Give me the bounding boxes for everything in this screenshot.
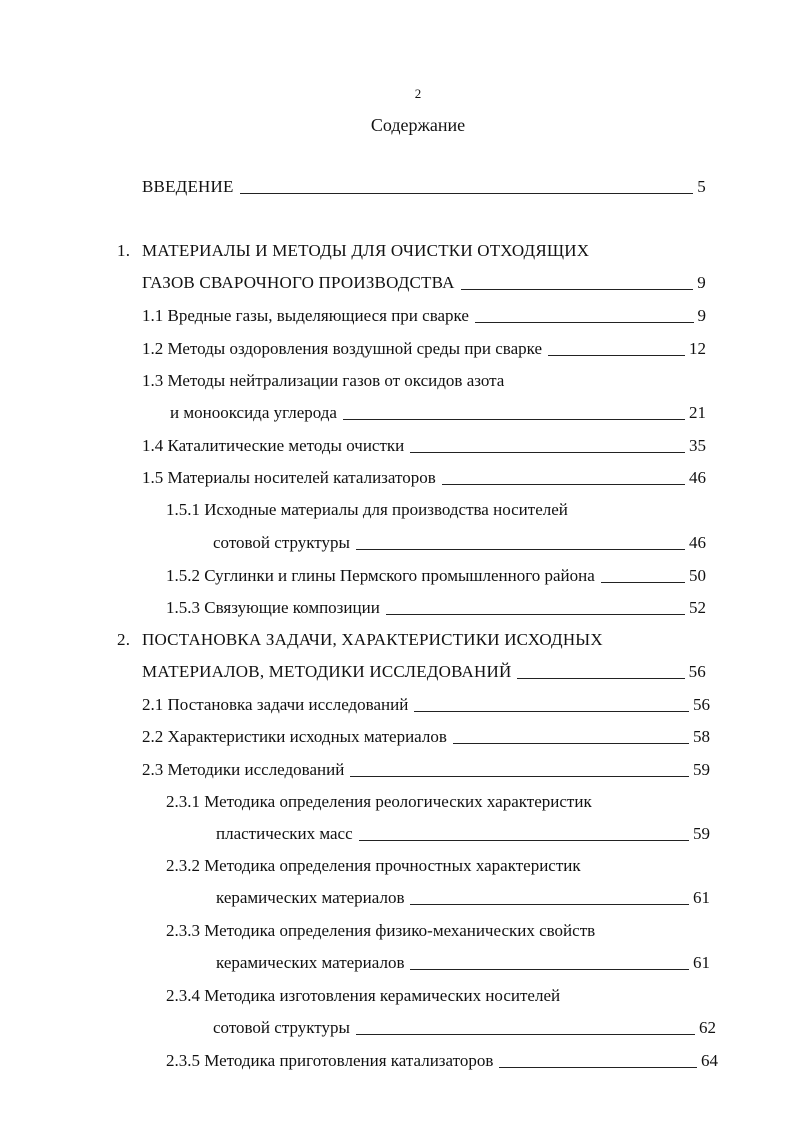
toc-entry-title: 2.1 Постановка задачи исследований [142,695,409,714]
dot-leader [410,969,689,970]
toc-entry-2-3-1-line1[interactable]: 2.3.1 Методика определения реологических характеристик [166,792,592,811]
toc-entry-title: и монооксида углерода [170,403,337,422]
toc-entry-2-3-4-line1[interactable]: 2.3.4 Методика изготовления керамических носителей [166,986,561,1005]
chapter-number: 2. [117,630,131,649]
toc-page-number: 46 [689,533,706,552]
toc-entry-ch2[interactable] [142,661,706,683]
toc-page-number: 9 [697,273,706,292]
dot-leader [461,289,694,290]
toc-entry-1-1[interactable] [142,305,706,327]
dot-leader [410,452,685,453]
toc-entry-intro[interactable] [142,176,706,198]
toc-entry-2-3-4[interactable] [213,1017,716,1039]
dot-leader [475,322,694,323]
toc-entry-title: 1.1 Вредные газы, выделяющиеся при сварке [142,306,469,325]
toc-entry-title: МАТЕРИАЛОВ, МЕТОДИКИ ИССЛЕДОВАНИЙ [142,662,512,681]
toc-page-number: 50 [689,566,706,585]
toc-entry-title: керамических материалов [216,888,405,907]
toc-page-number: 5 [697,177,706,196]
dot-leader [356,1034,695,1035]
toc-page-number: 59 [693,824,710,843]
toc-entry-2-3-1[interactable] [216,823,710,845]
toc-entry-2-1[interactable] [142,694,710,716]
toc-entry-title: 1.5.2 Суглинки и глины Пермского промышленного района [166,566,595,585]
dot-leader [453,743,689,744]
toc-entry-title: 1.4 Каталитические методы очистки [142,436,405,455]
toc-page-number: 56 [688,662,706,681]
toc-entry-title: 2.3 Методики исследований [142,760,345,779]
toc-entry-title: пластических масс [216,824,353,843]
dot-leader [356,549,685,550]
dot-leader [343,419,685,420]
toc-entry-title: керамических материалов [216,953,405,972]
toc-entry-1-5-1[interactable] [213,532,706,554]
dot-leader [442,484,685,485]
toc-entry-1-5-1-line1[interactable]: 1.5.1 Исходные материалы для производства носителей [166,500,568,519]
toc-entry-2-3-3-line1[interactable]: 2.3.3 Методика определения физико-механических свойств [166,921,596,940]
dot-leader [386,614,685,615]
toc-page-number: 62 [699,1018,716,1037]
dot-leader [240,193,694,194]
toc-entry-2-3[interactable] [142,759,710,781]
toc-page-number: 21 [689,403,706,422]
toc-entry-title: ГАЗОВ СВАРОЧНОГО ПРОИЗВОДСТВА [142,273,455,292]
toc-entry-1-2[interactable] [142,338,706,360]
toc-entry-ch1[interactable] [142,272,706,294]
toc-entry-title: ВВЕДЕНИЕ [142,177,234,196]
toc-entry-title: 1.5 Материалы носителей катализаторов [142,468,436,487]
dot-leader [499,1067,697,1068]
toc-entry-2-3-2[interactable] [216,887,710,909]
toc-entry-1-3[interactable] [170,402,706,424]
toc-page-number: 52 [689,598,706,617]
toc-page-number: 58 [693,727,710,746]
page-number: 2 [414,86,422,101]
toc-page-number: 61 [693,953,710,972]
toc-entry-1-5[interactable] [142,467,706,489]
toc-entry-title: сотовой структуры [213,1018,350,1037]
toc-page-number: 59 [693,760,710,779]
dot-leader [517,678,684,679]
toc-entry-title: 1.5.3 Связующие композиции [166,598,380,617]
toc-entry-title: 2.2 Характеристики исходных материалов [142,727,447,746]
toc-entry-title: сотовой структуры [213,533,350,552]
toc-page-number: 12 [689,339,706,358]
toc-entry-1-3-line1[interactable]: 1.3 Методы нейтрализации газов от оксидов азота [142,371,505,390]
toc-entry-1-5-2[interactable] [166,565,706,587]
toc-page-number: 9 [697,306,706,325]
dot-leader [601,582,685,583]
dot-leader [410,904,689,905]
toc-page-number: 46 [689,468,706,487]
toc-page-number: 35 [689,436,706,455]
dot-leader [548,355,685,356]
toc-title: Содержание [370,115,466,135]
toc-entry-2-3-3[interactable] [216,952,710,974]
toc-page-number: 61 [693,888,710,907]
toc-entry-2-2[interactable] [142,726,710,748]
dot-leader [359,840,689,841]
toc-entry-title: 2.3.5 Методика приготовления катализаторов [166,1051,494,1070]
chapter-title-line1[interactable]: МАТЕРИАЛЫ И МЕТОДЫ ДЛЯ ОЧИСТКИ ОТХОДЯЩИХ [142,241,590,260]
chapter-title-line1[interactable]: ПОСТАНОВКА ЗАДАЧИ, ХАРАКТЕРИСТИКИ ИСХОДНЫХ [142,630,603,649]
toc-page-number: 64 [701,1051,718,1070]
chapter-number: 1. [117,241,131,260]
toc-entry-title: 1.2 Методы оздоровления воздушной среды при сварке [142,339,543,358]
toc-entry-1-5-3[interactable] [166,597,706,619]
dot-leader [414,711,689,712]
dot-leader [350,776,689,777]
toc-entry-2-3-5[interactable] [166,1050,718,1072]
toc-entry-1-4[interactable] [142,435,706,457]
toc-page-number: 56 [693,695,710,714]
toc-entry-2-3-2-line1[interactable]: 2.3.2 Методика определения прочностных характеристик [166,856,581,875]
